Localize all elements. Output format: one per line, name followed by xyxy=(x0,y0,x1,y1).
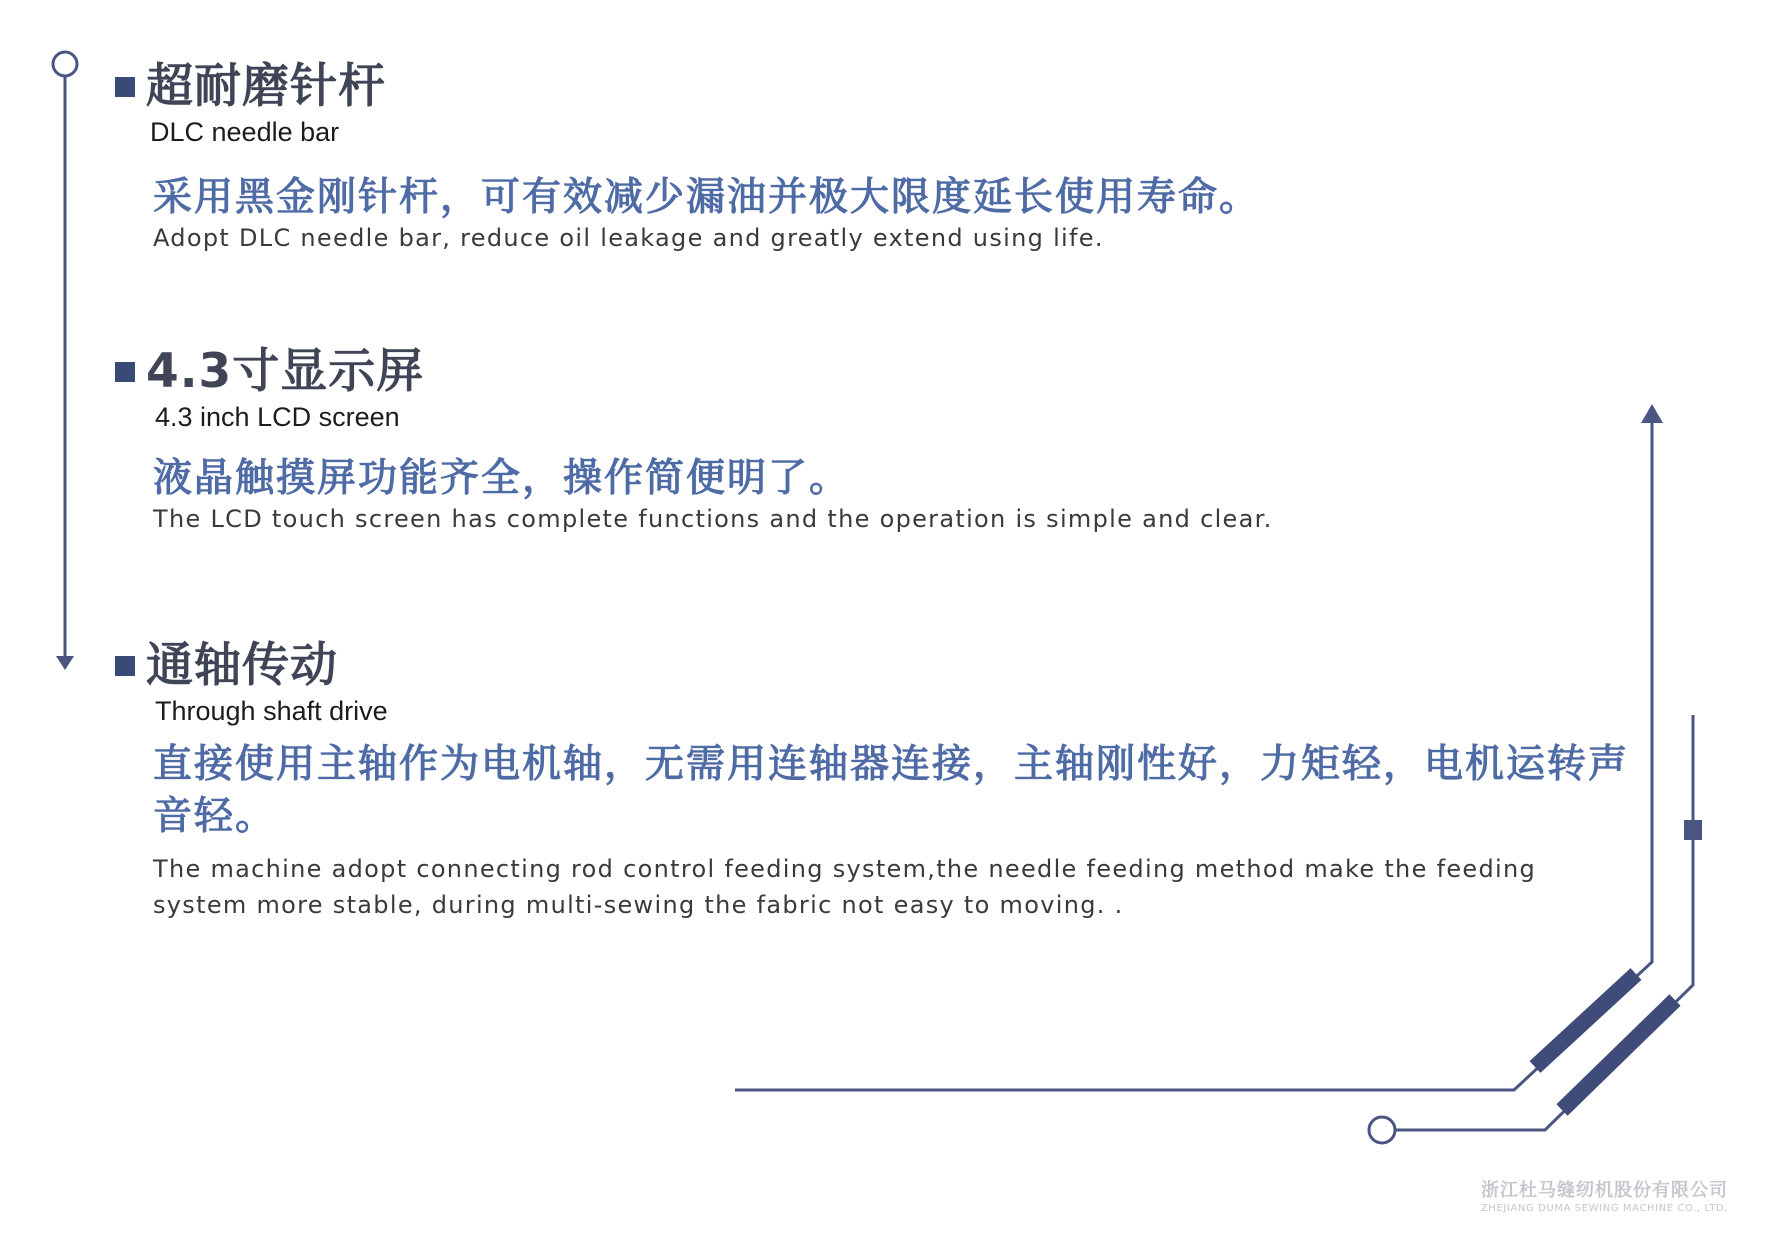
bullet-square-icon xyxy=(115,656,135,676)
circuit-node-square-icon xyxy=(1684,820,1702,840)
feature-title-en: 4.3 inch LCD screen xyxy=(155,402,400,432)
feature-title-en: Through shaft drive xyxy=(155,696,388,726)
left-timeline xyxy=(53,52,77,658)
bullet-square-icon xyxy=(115,77,135,97)
company-watermark xyxy=(1481,1180,1728,1216)
feature-dlc-needle-bar xyxy=(115,58,1260,256)
feature-description-en: Adopt DLC needle bar, reduce oil leakage and greatly extend using life. xyxy=(153,224,1104,252)
feature-description-zh: 采用黑金刚针杆，可有效减少漏油并极大限度延长使用寿命。 xyxy=(153,175,1261,220)
timeline-start-circle-icon xyxy=(53,52,77,76)
feature-title-zh: 通轴传动 xyxy=(146,638,338,693)
timeline-arrow-down-icon xyxy=(56,656,74,670)
feature-description-zh: 直接使用主轴作为电机轴，无需用连轴器连接，主轴刚性好，力矩轻，电机运转声音轻。 xyxy=(153,742,1630,839)
circuit-end-circle-icon xyxy=(1369,1117,1395,1143)
feature-title-en: DLC needle bar xyxy=(150,117,340,147)
circuit-arrow-up-icon xyxy=(1641,404,1663,423)
feature-heading xyxy=(115,637,1633,695)
feature-description-en: The machine adopt connecting rod control feeding system,the needle feeding method make the feeding system more stable, during multi-sewing the fabric not easy to moving. . xyxy=(153,855,1536,919)
feature-title-zh: 超耐磨针杆 xyxy=(146,59,386,114)
feature-description-zh: 液晶触摸屏功能齐全，操作简便明了。 xyxy=(153,456,851,501)
feature-heading xyxy=(115,58,1260,116)
feature-title-zh: 4.3寸显示屏 xyxy=(146,344,425,399)
company-name-en: ZHEJIANG DUMA SEWING MACHINE CO., LTD. xyxy=(1480,1203,1728,1214)
feature-lcd-screen xyxy=(115,343,1273,537)
feature-heading xyxy=(115,343,1273,401)
feature-through-shaft-drive xyxy=(115,637,1633,923)
feature-description-en: The LCD touch screen has complete functions and the operation is simple and clear. xyxy=(153,505,1273,533)
company-name-zh: 浙江杜马缝纫机股份有限公司 xyxy=(1481,1180,1728,1201)
bullet-square-icon xyxy=(115,362,135,382)
